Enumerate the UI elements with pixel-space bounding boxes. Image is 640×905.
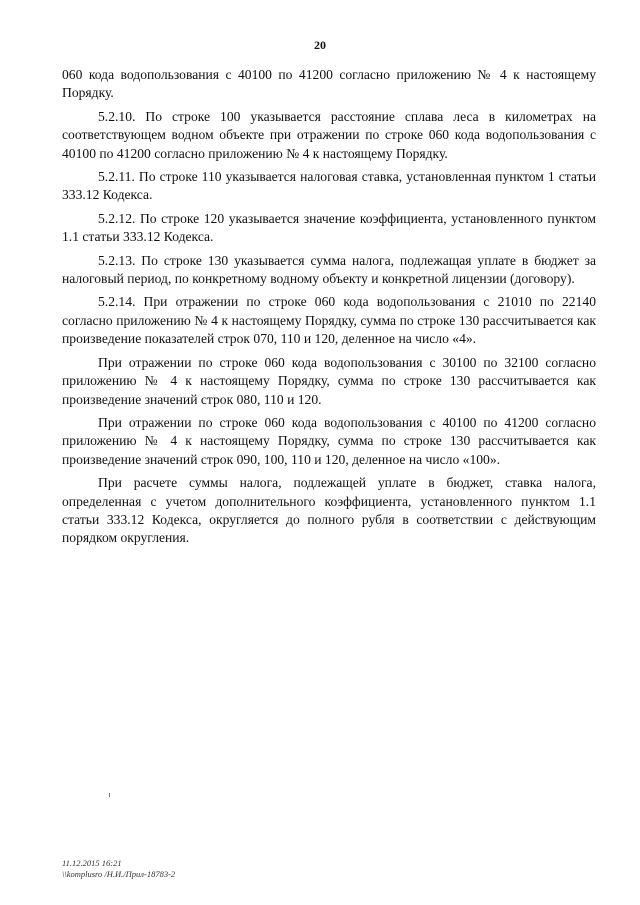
- paragraph-5-2-13: 5.2.13. По строке 130 указывается сумма налога, подлежащая уплате в бюджет за налоговый период, по конкретному водному объекту и конкретной лицензии (договору).: [62, 252, 596, 287]
- paragraph-5-2-10: 5.2.10. По строке 100 указывается расстояние сплава леса в километрах на соответствующем водном объекте при отражении по строке 060 кода водопользования с 40100 по 41200 согласно приложению № 4 к настоящему Порядку.: [62, 108, 596, 161]
- paragraph-5-2-11: 5.2.11. По строке 110 указывается налоговая ставка, установленная пунктом 1 статьи 333.12 Кодекса.: [62, 169, 596, 203]
- stray-mark: [109, 793, 110, 797]
- paragraph-rounding: При расчете суммы налога, подлежащей уплате в бюджет, ставка налога, определенная с учетом дополнительного коэффициента, установленного пунктом 1.1 статьи 333.12 Кодекса, округляется до полного рубля в соответствии с действующим порядком округления.: [62, 475, 596, 546]
- paragraph-5-2-14: 5.2.14. При отражении по строке 060 кода водопользования с 21010 по 22140 согласно приложению № 4 к настоящему Порядку, сумма по строке 130 рассчитывается как произведение показателей строк 070, 110 и 120, деленное на число «4».: [62, 294, 596, 347]
- paragraph-calc-30100: При отражении по строке 060 кода водопользования с 30100 по 32100 согласно приложению № 4 к настоящему Порядку, сумма по строке 130 рассчитывается как произведение значений строк 080, 110 и 120.: [62, 354, 596, 407]
- footer-timestamp: 11.12.2015 16:21: [62, 858, 122, 868]
- paragraph-calc-40100: При отражении по строке 060 кода водопользования с 40100 по 41200 согласно приложению № 4 к настоящему Порядку, сумма по строке 130 рассчитывается как произведение значений строк 090, 100, 110 и 120, деленное на число «100».: [62, 414, 596, 467]
- footer-file-path: \\komplusro /Н.И./Прил-18783-2: [62, 869, 176, 879]
- paragraph-continuation: 060 кода водопользования с 40100 по 41200 согласно приложению № 4 к настоящему Порядку.: [62, 67, 596, 101]
- page-number: 20: [314, 38, 326, 52]
- paragraph-5-2-12: 5.2.12. По строке 120 указывается значение коэффициента, установленного пунктом 1.1 статьи 333.12 Кодекса.: [62, 210, 596, 245]
- document-body: [62, 66, 596, 553]
- document-footer: [62, 858, 175, 880]
